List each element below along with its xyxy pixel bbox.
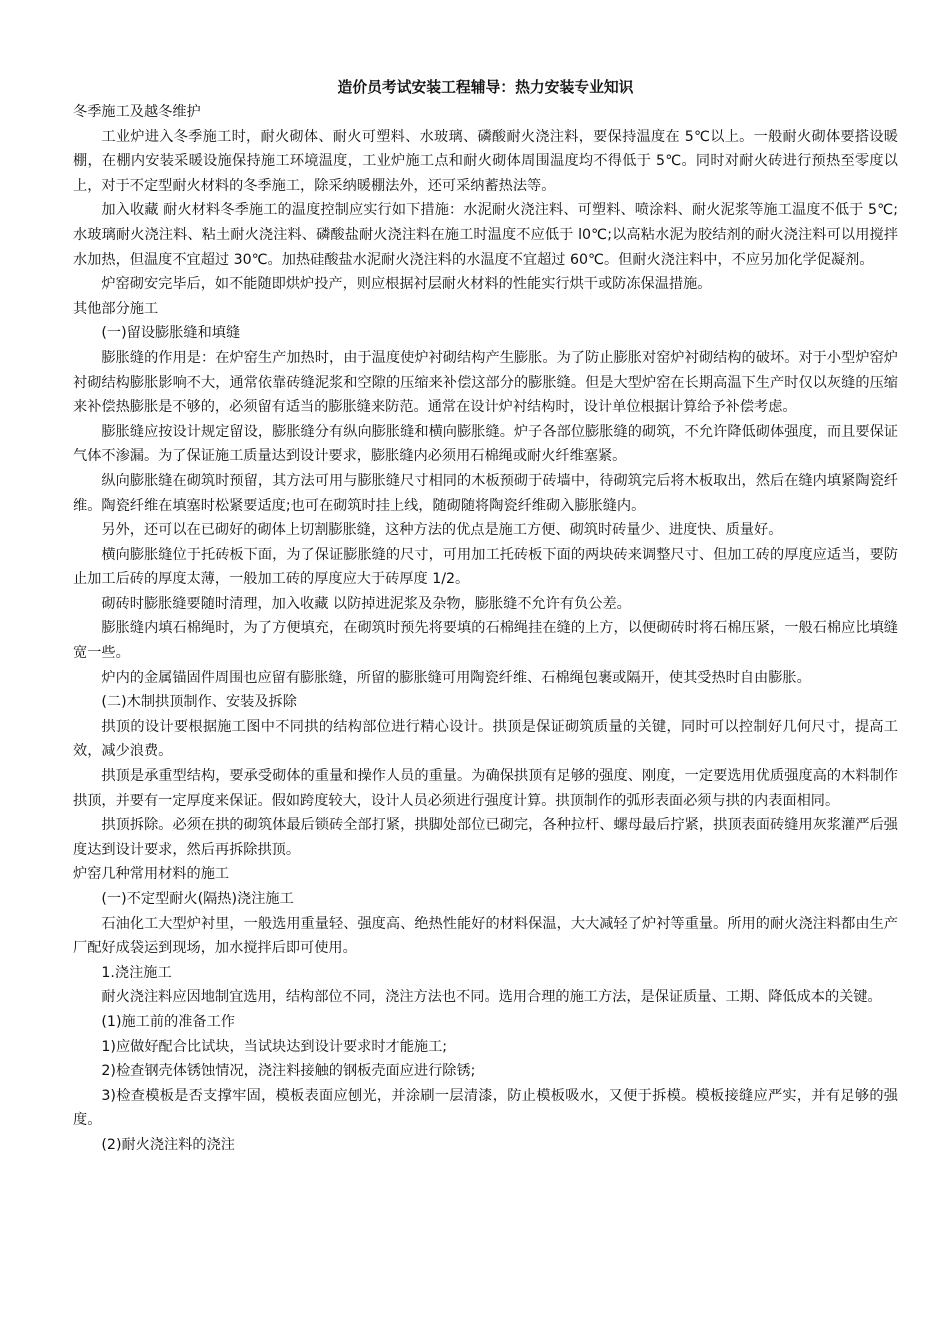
paragraph: 工业炉进入冬季施工时，耐火砌体、耐火可塑料、水玻璃、磷酸耐火浇注料，要保持温度在 5℃以上。一般耐火砌体要搭设暖棚，在棚内安装采暖设施保持施工环境温度，工业炉施工点和耐火砌体周围温度均不得低于 5℃。同时对耐火砖进行预热至零度以上，对于不定型耐火材料的冬季施工，除采纳暖棚法外，还可采纳蓄热法等。 xyxy=(73,128,898,194)
paragraph: 2)检查钢壳体锈蚀情况，浇注料接触的钢板壳面应进行除锈; xyxy=(101,1063,476,1080)
paragraph: 1.浇注施工 xyxy=(101,964,172,981)
paragraph: 拱顶是承重型结构，要承受砌体的重量和操作人员的重量。为确保拱顶有足够的强度、刚度，一定要选用优质强度高的木料制作拱顶，并要有一定厚度来保证。假如跨度较大，设计人员必须进行强度计算。拱顶制作的弧形表面必须与拱的内表面相同。 xyxy=(73,768,898,809)
document-title: 造价员考试安装工程辅导：热力安装专业知识 xyxy=(337,79,634,96)
paragraph: (1)施工前的准备工作 xyxy=(101,1013,235,1030)
paragraph: 纵向膨胀缝在砌筑时预留，其方法可用与膨胀缝尺寸相同的木板预砌于砖墙中，待砌筑完后将木板取出，然后在缝内填紧陶瓷纤维。陶瓷纤维在填塞时松紧要适度;也可在砌筑时挂上线，随砌随将陶瓷纤维砌入膨胀缝内。 xyxy=(73,472,898,514)
paragraph: (2)耐火浇注料的浇注 xyxy=(101,1136,235,1153)
paragraph: 拱顶拆除。必须在拱的砌筑体最后锁砖全部打紧，拱脚处部位已砌完，各种拉杆、螺母最后拧紧，拱顶表面砖缝用灰浆灌严后强度达到设计要求，然后再拆除拱顶。 xyxy=(73,817,898,858)
section-heading: 冬季施工及越冬维护 xyxy=(73,104,201,120)
paragraph: 膨胀缝内填石棉绳时，为了方便填充，在砌筑时预先将要填的石棉绳挂在缝的上方，以便砌砖时将石棉压紧，一般石棉应比填缝宽一些。 xyxy=(73,620,898,662)
paragraph: (一)留设膨胀缝和填缝 xyxy=(101,325,241,342)
paragraph: (二)木制拱顶制作、安装及拆除 xyxy=(101,694,297,711)
paragraph: 膨胀缝应按设计规定留设，膨胀缝分有纵向膨胀缝和横向膨胀缝。炉子各部位膨胀缝的砌筑，不允许降低砌体强度，而且要保证气体不渗漏。为了保证施工质量达到设计要求，膨胀缝内必须用石棉绳或耐火纤维塞紧。 xyxy=(73,423,898,465)
paragraph: 炉窑砌安完毕后，如不能随即烘炉投产，则应根据衬层耐火材料的性能实行烘干或防冻保温措施。 xyxy=(101,276,712,293)
paragraph: 膨胀缝的作用是：在炉窑生产加热时，由于温度使炉衬砌结构产生膨胀。为了防止膨胀对窑炉衬砌结构的破坏。对于小型炉窑炉衬砌结构膨胀影响不大，通常依靠砖缝泥浆和空隙的压缩来补偿这部分的膨胀缝。但是大型炉窑在长期高温下生产时仅以灰缝的压缩来补偿热膨胀是不够的，必须留有适当的膨胀缝来防范。通常在设计炉衬结构时，设计单位根据计算给予补偿考虑。 xyxy=(73,349,898,416)
paragraph: 另外，还可以在已砌好的砌体上切割膨胀缝，这种方法的优点是施工方便、砌筑时砖量少、进度快、质量好。 xyxy=(101,522,783,539)
paragraph: 石油化工大型炉衬里，一般选用重量轻、强度高、绝热性能好的材料保温，大大减轻了炉衬等重量。所用的耐火浇注料都由生产厂配好成袋运到现场，加水搅拌后即可使用。 xyxy=(73,915,898,957)
paragraph: 加入收藏 耐火材料冬季施工的温度控制应实行如下措施：水泥耐火浇注料、可塑料、喷涂料、耐火泥浆等施工温度不低于 5℃;水玻璃耐火浇注料、粘土耐火浇注料、磷酸盐耐火浇注料在施工时温度不应低于 l0℃;以高粘水泥为胶结剂的耐火浇注料可以用搅拌水加热，但温度不宜超过 30℃。加热硅酸盐水泥耐火浇注料的水温度不宜超过 60℃。但耐火浇注料中，不应另加化学促凝剂。 xyxy=(73,202,898,268)
paragraph: 砌砖时膨胀缝要随时清理，加入收藏 以防掉进泥浆及杂物，膨胀缝不允许有负公差。 xyxy=(101,595,631,612)
document-body xyxy=(73,100,898,1158)
section-heading: 其他部分施工 xyxy=(73,300,159,317)
paragraph: 拱顶的设计要根据施工图中不同拱的结构部位进行精心设计。拱顶是保证砌筑质量的关键，同时可以控制好几何尺寸，提高工效，减少浪费。 xyxy=(73,718,898,760)
paragraph: 3)检查模板是否支撑牢固，模板表面应刨光，并涂刷一层清漆，防止模板吸水，又便于拆模。模板接缝应严实，并有足够的强度。 xyxy=(73,1087,898,1129)
paragraph: 1)应做好配合比试块，当试块达到设计要求时才能施工; xyxy=(101,1038,448,1055)
paragraph: 横向膨胀缝位于托砖板下面，为了保证膨胀缝的尺寸，可用加工托砖板下面的两块砖来调整尺寸、但加工砖的厚度应适当，要防止加工后砖的厚度太薄，一般加工砖的厚度应大于砖厚度 1/2。 xyxy=(73,546,898,588)
section-heading: 炉窑几种常用材料的施工 xyxy=(73,866,230,883)
paragraph: 耐火浇注料应因地制宜选用，结构部位不同，浇注方法也不同。选用合理的施工方法，是保证质量、工期、降低成本的关键。 xyxy=(101,989,882,1006)
paragraph: (一)不定型耐火(隔热)浇注施工 xyxy=(101,891,294,907)
paragraph: 炉内的金属锚固件周围也应留有膨胀缝，所留的膨胀缝可用陶瓷纤维、石棉绳包裹或隔开，使其受热时自由膨胀。 xyxy=(101,669,811,686)
